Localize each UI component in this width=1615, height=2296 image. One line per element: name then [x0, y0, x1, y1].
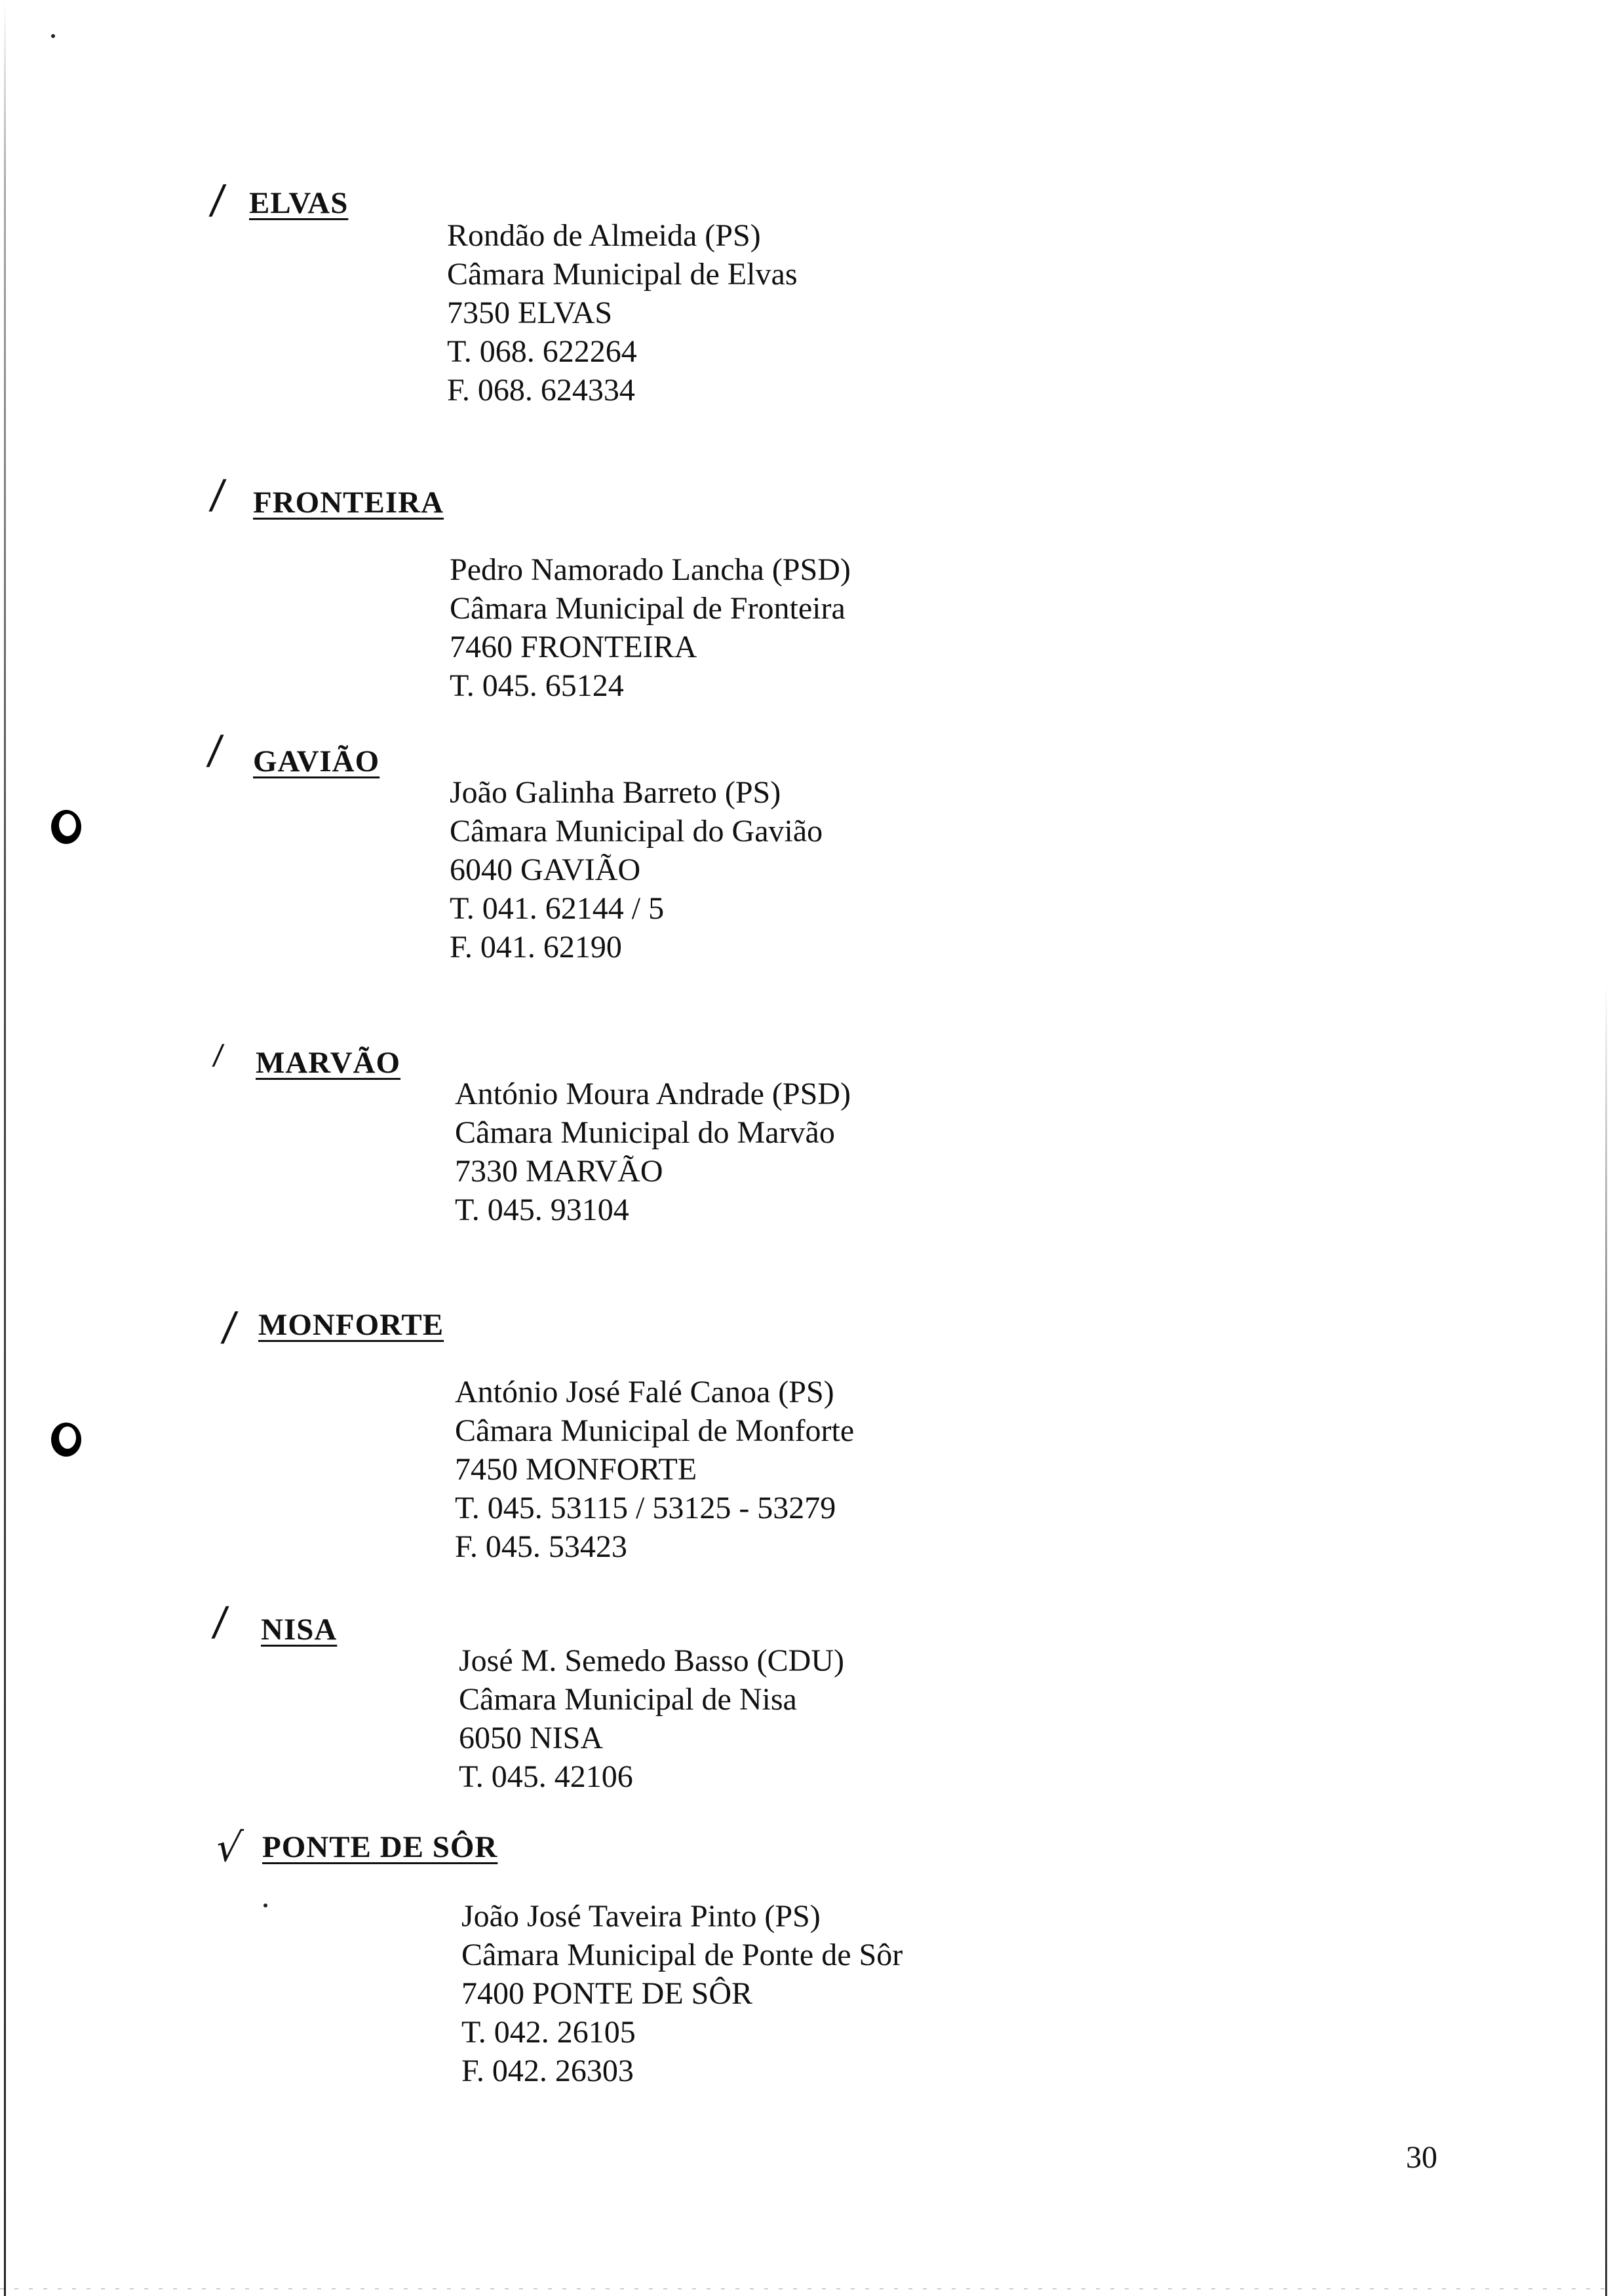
check-mark-icon: / [211, 1039, 225, 1071]
entry-line: 7330 MARVÃO [455, 1154, 663, 1189]
entry-line: 7450 MONFORTE [455, 1452, 697, 1487]
entry-line: T. 045. 65124 [450, 668, 624, 703]
entry-line: João Galinha Barreto (PS) [450, 775, 781, 810]
scan-edge-left [4, 0, 6, 2296]
entry-line: Câmara Municipal de Ponte de Sôr [461, 1938, 903, 1972]
entry-line: Câmara Municipal do Marvão [455, 1115, 835, 1150]
entry-line: Câmara Municipal de Fronteira [450, 591, 846, 626]
entry-line: F. 068. 624334 [447, 373, 635, 408]
entry-line: José M. Semedo Basso (CDU) [459, 1643, 844, 1678]
entry-line: 6050 NISA [459, 1721, 604, 1755]
entry-line: F. 041. 62190 [450, 930, 622, 965]
entry-details-gaviao [450, 773, 823, 966]
entry-line: Câmara Municipal de Elvas [447, 257, 798, 292]
entry-line: 7460 FRONTEIRA [450, 630, 697, 664]
page-number: 30 [1406, 2140, 1437, 2175]
scan-edge-bottom [0, 2288, 1615, 2289]
entry-line: T. 068. 622264 [447, 334, 637, 369]
entry-line: T. 042. 26105 [461, 2015, 636, 2050]
check-mark-icon: / [208, 472, 228, 518]
punch-hole-lower [51, 1423, 81, 1457]
check-mark-icon: √ [213, 1825, 245, 1871]
entry-line: Rondão de Almeida (PS) [447, 218, 761, 253]
entry-line: T. 045. 93104 [455, 1193, 629, 1227]
entry-line: João José Taveira Pinto (PS) [461, 1899, 821, 1934]
check-mark-icon: / [208, 177, 228, 223]
scan-speck [51, 34, 55, 38]
entry-details-ponte-de-sor [461, 1897, 903, 2090]
entry-line: António José Falé Canoa (PS) [455, 1375, 834, 1409]
check-mark-icon: / [210, 1599, 231, 1645]
entry-details-monforte [455, 1373, 854, 1566]
scan-speck [263, 1904, 267, 1907]
entry-line: F. 045. 53423 [455, 1529, 627, 1564]
entry-line: T. 045. 53115 / 53125 - 53279 [455, 1491, 836, 1525]
check-mark-icon: / [220, 1304, 240, 1350]
entry-heading-fronteira: FRONTEIRA [253, 486, 444, 520]
entry-line: T. 041. 62144 / 5 [450, 891, 665, 926]
entry-line: Câmara Municipal do Gavião [450, 814, 823, 849]
entry-line: 7400 PONTE DE SÔR [461, 1976, 753, 2011]
entry-heading-ponte-de-sor: PONTE DE SÔR [262, 1830, 498, 1864]
entry-details-nisa [459, 1641, 844, 1796]
entry-line: Câmara Municipal de Monforte [455, 1413, 855, 1448]
entry-line: Câmara Municipal de Nisa [459, 1682, 797, 1717]
entry-line: Pedro Namorado Lancha (PSD) [450, 552, 851, 587]
entry-line: 7350 ELVAS [447, 296, 613, 330]
entry-heading-gaviao: GAVIÃO [253, 744, 380, 778]
entry-line: T. 045. 42106 [459, 1759, 633, 1794]
entry-heading-monforte: MONFORTE [258, 1308, 444, 1342]
entry-details-marvao [455, 1075, 851, 1229]
entry-details-elvas [447, 216, 798, 410]
entry-heading-marvao: MARVÃO [256, 1046, 401, 1080]
entry-line: F. 042. 26303 [461, 2054, 634, 2088]
punch-hole-upper [51, 810, 81, 844]
entry-heading-nisa: NISA [261, 1613, 338, 1647]
scan-edge-right [1605, 983, 1607, 2296]
entry-heading-elvas: ELVAS [249, 186, 349, 220]
entry-details-fronteira [450, 550, 851, 705]
entry-line: 6040 GAVIÃO [450, 852, 641, 887]
entry-line: António Moura Andrade (PSD) [455, 1077, 851, 1111]
check-mark-icon: / [205, 727, 225, 773]
